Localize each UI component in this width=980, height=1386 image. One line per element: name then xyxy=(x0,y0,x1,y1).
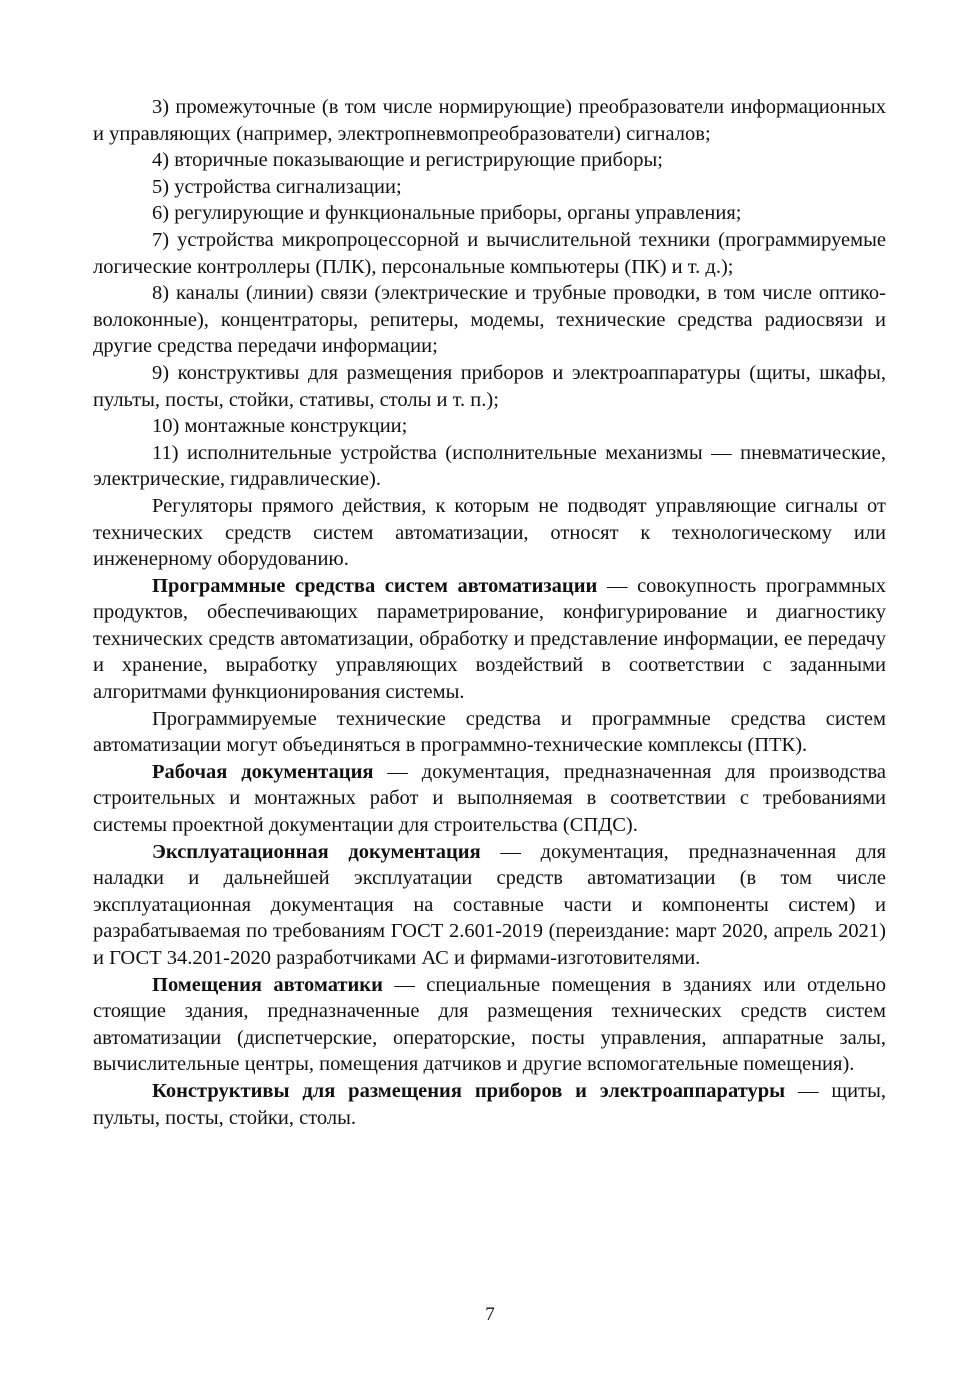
paragraph-regulators xyxy=(93,493,886,573)
paragraph-text: Регуляторы прямого действия, к которым не подводят управляющие сигналы от технических средств систем автоматизации, относят к технологическому или инженерному оборудованию. xyxy=(93,494,886,571)
list-item-8 xyxy=(93,280,886,360)
definition-text: — щиты, пульты, посты, стойки, столы. xyxy=(93,1079,886,1129)
list-item-7 xyxy=(93,227,886,280)
paragraph-text: 11) исполнительные устройства (исполнительные механизмы — пневматические, электрические, гидравлические). xyxy=(93,441,886,491)
list-item-3 xyxy=(93,94,886,147)
definition-enclosures xyxy=(93,1078,886,1131)
paragraph-ptk xyxy=(93,706,886,759)
list-item-6 xyxy=(93,200,886,227)
paragraph-text: 3) промежуточные (в том числе нормирующие) преобразователи информационных и управляющих (например, электропневмопреобразователи) сигналов; xyxy=(93,96,886,145)
paragraph-text: 10) монтажные конструкции; xyxy=(152,415,408,438)
list-item-4 xyxy=(93,147,886,174)
paragraph-text: Программируемые технические средства и программные средства систем автоматизации могут объединяться в программно-технические комплексы (ПТК). xyxy=(93,707,886,757)
definition-text: — специальные помещения в зданиях или отдельно стоящие здания, предназначенные для размещения технических средств систем автоматизации (диспетчерские, операторские, посты управления, аппаратные залы, вычислительные центры, помещения датчиков и другие вспомогательные помещения). xyxy=(93,973,886,1076)
definition-term: Рабочая документация xyxy=(152,760,374,783)
paragraph-text: 4) вторичные показывающие и регистрирующие приборы; xyxy=(152,149,663,172)
list-item-11 xyxy=(93,440,886,493)
definition-automation-rooms xyxy=(93,972,886,1078)
definition-term: Конструктивы для размещения приборов и электроаппаратуры xyxy=(152,1079,786,1102)
paragraph-text: 5) устройства сигнализации; xyxy=(152,175,402,198)
definition-text: — документация, предназначенная для наладки и дальнейшей эксплуатации средств автоматизации (в том числе эксплуатационная документация на составные части и компоненты систем) и разрабатываемая по требованиям ГОСТ 2.601-2019 (переиздание: март 2020, апрель 2021) и ГОСТ 34.201-2020 разработчиками АС и фирмами-изготовителями. xyxy=(93,840,886,969)
definition-term: Эксплуатационная документация xyxy=(152,840,481,863)
definition-operational-docs xyxy=(93,839,886,972)
page-number: 7 xyxy=(485,1304,495,1325)
definition-working-docs xyxy=(93,759,886,839)
list-item-10 xyxy=(93,413,886,440)
paragraph-text: 6) регулирующие и функциональные приборы, органы управления; xyxy=(152,202,742,225)
definition-text: — документация, предназначенная для производства строительных и монтажных работ и выполняемая в соответствии с требованиями системы проектной документации для строительства (СПДС). xyxy=(93,760,886,837)
definition-software xyxy=(93,573,886,706)
definition-term: Помещения автоматики xyxy=(152,973,383,996)
list-item-9 xyxy=(93,360,886,413)
paragraph-text: 9) конструктивы для размещения приборов и электроаппаратуры (щиты, шкафы, пульты, посты, стойки, стативы, столы и т. п.); xyxy=(93,361,886,411)
definition-text: — совокупность программных продуктов, обеспечивающих параметрирование, конфигурирование и диагностику технических средств автоматизации, обработку и представление информации, ее передачу и хранение, выработку управляющих воздействий в соответствии с заданными алгоритмами функционирования системы. xyxy=(93,574,886,704)
paragraph-text: 8) каналы (линии) связи (электрические и трубные проводки, в том числе оптико-волоконные), концентраторы, репитеры, модемы, технические средства радиосвязи и другие средства передачи информации; xyxy=(93,282,886,358)
list-item-5 xyxy=(93,174,886,201)
page-body xyxy=(93,94,886,1131)
paragraph-text: 7) устройства микропроцессорной и вычислительной техники (программируемые логические контроллеры (ПЛК), персональные компьютеры (ПК) и т. д.); xyxy=(93,228,886,278)
definition-term: Программные средства систем автоматизации xyxy=(152,574,598,597)
